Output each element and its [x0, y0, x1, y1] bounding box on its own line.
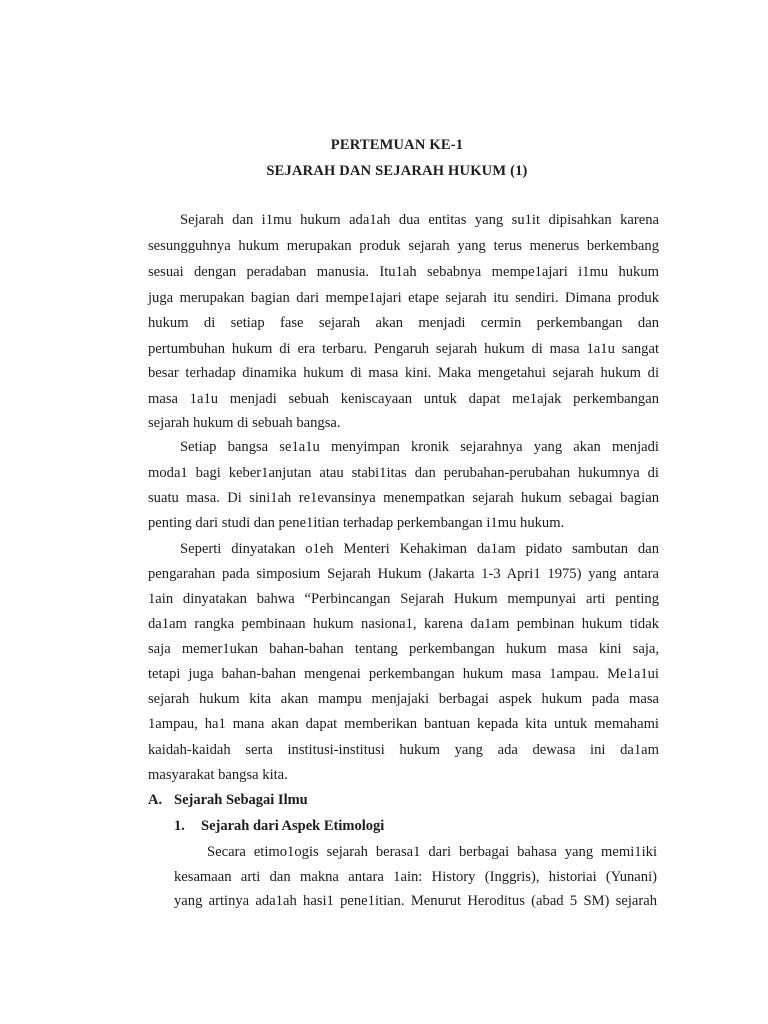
- paragraph-line: pertumbuhan hukum di era terbaru. Pengaruh sejarah hukum di masa 1a1u sangat: [148, 341, 659, 357]
- paragraph-line: hukum di setiap fase sejarah akan menjadi cermin perkembangan dan: [148, 315, 659, 331]
- paragraph-line: Secara etimo1ogis sejarah berasa1 dari berbagai bahasa yang memi1iki: [207, 844, 657, 860]
- paragraph-line: sejarah hukum di sebuah bangsa.: [148, 415, 341, 431]
- paragraph-line: penting dari studi dan pene1itian terhadap perkembangan i1mu hukum.: [148, 515, 565, 531]
- paragraph-line: masyarakat bangsa kita.: [148, 767, 288, 783]
- paragraph-line: Setiap bangsa se1a1u menyimpan kronik sejarahnya yang akan menjadi: [180, 439, 659, 455]
- paragraph-line: saja memer1ukan bahan-bahan tentang perkembangan hukum masa kini saja,: [148, 641, 659, 657]
- paragraph-line: sesungguhnya hukum merupakan produk sejarah yang terus menerus berkembang: [148, 238, 659, 254]
- paragraph-line: pengarahan pada simposium Sejarah Hukum (Jakarta 1-3 Apri1 1975) yang antara: [148, 566, 659, 582]
- paragraph-line: Sejarah dan i1mu hukum ada1ah dua entitas yang su1it dipisahkan karena: [180, 212, 659, 228]
- paragraph-line: yang artinya ada1ah hasi1 pene1itian. Menurut Heroditus (abad 5 SM) sejarah: [174, 893, 657, 909]
- paragraph-line: masa 1a1u menjadi sebuah keniscayaan untuk dapat me1ajak perkembangan: [148, 391, 659, 407]
- section-label: Sejarah Sebagai Ilmu: [174, 792, 308, 808]
- document-title: PERTEMUAN KE-1: [330, 137, 464, 153]
- paragraph-line: da1am rangka pembinaan hukum nasiona1, karena da1am pembinan hukum tidak: [148, 616, 659, 632]
- paragraph-line: 1ampau, ha1 mana akan dapat memberikan bantuan kepada kita untuk memahami: [148, 716, 659, 732]
- paragraph-line: kesamaan arti dan makna antara 1ain: History (Inggris), historiai (Yunani): [174, 869, 657, 885]
- paragraph-line: Seperti dinyatakan o1eh Menteri Kehakiman da1am pidato sambutan dan: [180, 541, 659, 557]
- paragraph-line: sesuai dengan peradaban manusia. Itu1ah sebabnya mempe1ajari i1mu hukum: [148, 264, 659, 280]
- paragraph-line: besar terhadap dinamika hukum di masa kini. Maka mengetahui sejarah hukum di: [148, 365, 659, 381]
- section-heading-a: [148, 791, 308, 809]
- paragraph-line: suatu masa. Di sini1ah re1evansinya menempatkan sejarah hukum sebagai bagian: [148, 490, 659, 506]
- paragraph-line: sejarah hukum kita akan mampu menjajaki berbagai aspek hukum pada masa: [148, 691, 659, 707]
- paragraph-line: kaidah-kaidah serta institusi-institusi hukum yang ada dewasa ini da1am: [148, 742, 659, 758]
- paragraph-line: tetapi juga bahan-bahan mengenai perkembangan hukum masa 1ampau. Me1a1ui: [148, 666, 659, 682]
- paragraph-line: 1ain dinyatakan bahwa “Perbincangan Sejarah Hukum mempunyai arti penting: [148, 591, 659, 607]
- subsection-heading-1: [174, 817, 384, 835]
- subsection-marker: 1.: [174, 818, 185, 834]
- paragraph-line: juga merupakan bagian dari mempe1ajari etape sejarah itu sendiri. Dimana produk: [148, 290, 659, 306]
- subsection-label: Sejarah dari Aspek Etimologi: [201, 818, 385, 834]
- document-subtitle: SEJARAH DAN SEJARAH HUKUM (1): [266, 163, 528, 179]
- paragraph-line: moda1 bagi keber1anjutan atau stabi1itas dan perubahan-perubahan hukumnya di: [148, 465, 659, 481]
- section-marker: A.: [148, 792, 163, 808]
